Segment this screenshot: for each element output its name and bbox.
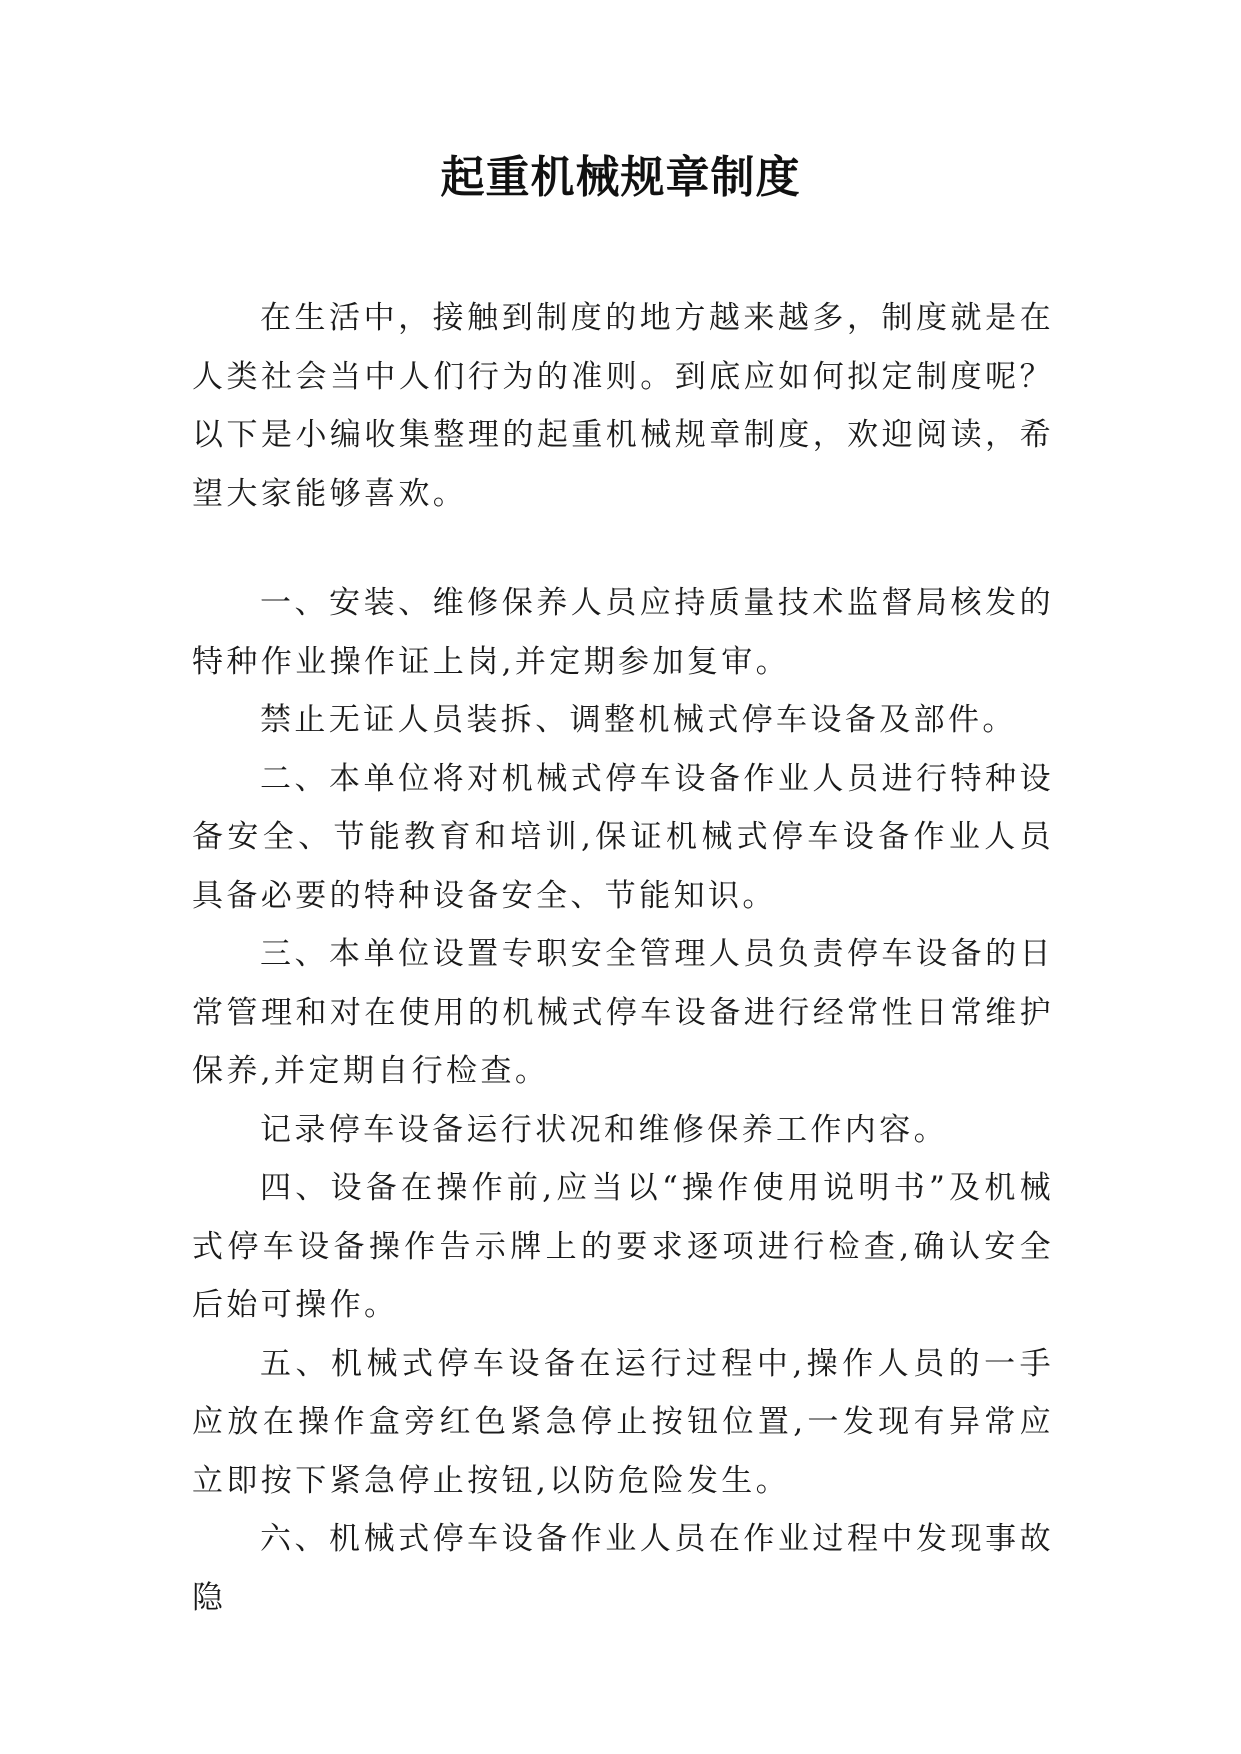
- document-title: 起重机械规章制度: [440, 152, 801, 203]
- rule-paragraph-6: 四、设备在操作前,应当以“操作使用说明书”及机械式停车设备操作告示牌上的要求逐项进行检查,确认安全后始可操作。: [192, 1170, 1054, 1323]
- intro-paragraph: 在生活中，接触到制度的地方越来越多，制度就是在人类社会当中人们行为的准则。到底应如何拟定制度呢？以下是小编收集整理的起重机械规章制度，欢迎阅读，希望大家能够喜欢。: [192, 300, 1054, 512]
- rule-paragraph-2: 禁止无证人员装拆、调整机械式停车设备及部件。: [260, 702, 1017, 738]
- rules-section: [192, 574, 1054, 1627]
- rule-paragraph-7: 五、机械式停车设备在运行过程中,操作人员的一手应放在操作盒旁红色紧急停止按钮位置,一发现有异常应立即按下紧急停止按钮,以防危险发生。: [192, 1345, 1054, 1499]
- rule-paragraph-5: 记录停车设备运行状况和维修保养工作内容。: [260, 1111, 948, 1148]
- rule-paragraph-3: 二、本单位将对机械式停车设备作业人员进行特种设备安全、节能教育和培训,保证机械式停车设备作业人员具备必要的特种设备安全、节能知识。: [192, 760, 1054, 914]
- rule-paragraph-1: 一、安装、维修保养人员应持质量技术监督局核发的特种作业操作证上岗,并定期参加复审。: [192, 585, 1054, 680]
- rule-paragraph-4: 三、本单位设置专职安全管理人员负责停车设备的日常管理和对在使用的机械式停车设备进行经常性日常维护保养,并定期自行检查。: [192, 936, 1054, 1089]
- rule-paragraph-8: 六、机械式停车设备作业人员在作业过程中发现事故隐: [192, 1521, 1054, 1616]
